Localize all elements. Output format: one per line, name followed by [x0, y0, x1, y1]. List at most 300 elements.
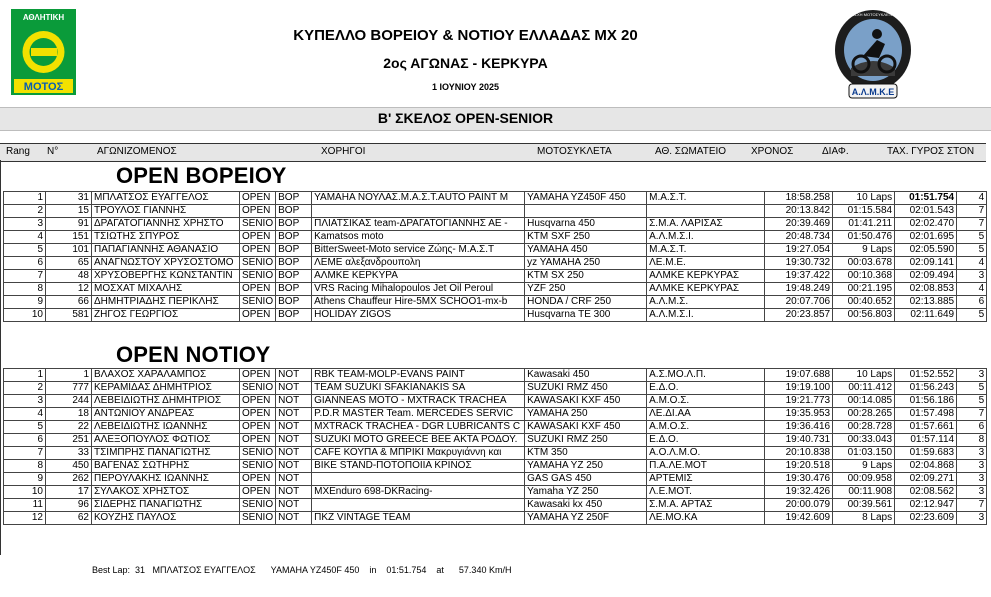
page-title: ΚΥΠΕΛΛΟ ΒΟΡΕΙΟΥ & ΝΟΤΙΟΥ ΕΛΛΑΔΑΣ MX 20	[293, 27, 638, 44]
table-row	[4, 408, 987, 421]
cell-time: 19:30.476	[765, 473, 833, 486]
col-rang: Rang	[6, 146, 30, 157]
cell-motorcycle: KAWASAKI KXF 450	[525, 421, 647, 434]
table-row	[4, 486, 987, 499]
cell-club: Α.Λ.Μ.Σ.	[647, 296, 765, 309]
cell-diff: 01:15.584	[833, 205, 895, 218]
cell-rank: 2	[4, 382, 46, 395]
cell-diff: 01:50.476	[833, 231, 895, 244]
cell-on-lap: 5	[957, 244, 987, 257]
best-lap-line: Best Lap: 31 ΜΠΛΑΤΣΟΣ ΕΥΑΓΓΕΛΟΣ YAMAHA YZ450F 450 in 01:51.754 at 57.340 Km/H	[92, 565, 512, 575]
cell-motorcycle: KTM SXF 250	[525, 231, 647, 244]
cell-fastest-lap: 01:56.186	[895, 395, 957, 408]
cell-sponsor: P.D.R MASTER Team. MERCEDES SERVIC	[312, 408, 525, 421]
cell-rank: 8	[4, 460, 46, 473]
col-fastest-lap: ΤΑΧ. ΓΥΡΟΣ	[887, 146, 945, 157]
col-sponsors: ΧΟΡΗΓΟΙ	[321, 146, 366, 157]
cell-rank: 5	[4, 244, 46, 257]
cell-number: 65	[46, 257, 92, 270]
cell-rider: ΛΕΒΕΙΔΙΩΤΗΣ ΙΩΑΝΝΗΣ	[92, 421, 240, 434]
cell-region: ΒΟΡ	[276, 257, 312, 270]
cell-time: 20:23.857	[765, 309, 833, 322]
cell-sponsor: ΑΛΜΚΕ ΚΕΡΚΥΡΑ	[312, 270, 525, 283]
cell-sponsor: CAFE ΚΟΥΠΑ & ΜΠΡΙΚΙ Μακρυγιάννη και	[312, 447, 525, 460]
cell-class: SENIO	[240, 499, 276, 512]
cell-region: ΝΟΤ	[276, 473, 312, 486]
cell-region: ΒΟΡ	[276, 270, 312, 283]
cell-class: OPEN	[240, 244, 276, 257]
table-row	[4, 460, 987, 473]
cell-time: 19:40.731	[765, 434, 833, 447]
cell-rider: ΑΛΕΞΟΠΟΥΛΟΣ ΦΩΤΙΟΣ	[92, 434, 240, 447]
cell-region: ΝΟΤ	[276, 499, 312, 512]
cell-sponsor: YAMAHA ΝΟΥΛΑΣ.Μ.Α.Σ.Τ.AUTO PAINT M	[312, 192, 525, 205]
cell-on-lap: 3	[957, 447, 987, 460]
cell-club: Α.Μ.Ο.Σ.	[647, 395, 765, 408]
cell-rider: ΣΥΛΑΚΟΣ ΧΡΗΣΤΟΣ	[92, 486, 240, 499]
cell-motorcycle: Husqvarna 450	[525, 218, 647, 231]
cell-motorcycle: KTM SX 250	[525, 270, 647, 283]
cell-rider: ΔΡΑΓΑΤΟΓΙΑΝΝΗΣ ΧΡΗΣΤΟ	[92, 218, 240, 231]
table-row	[4, 218, 987, 231]
results-table-north	[3, 191, 987, 322]
cell-region: ΒΟΡ	[276, 244, 312, 257]
cell-club: Α.Λ.Μ.Σ.Ι.	[647, 231, 765, 244]
col-club: ΑΘ. ΣΩΜΑΤΕΙΟ	[655, 146, 727, 157]
cell-on-lap: 3	[957, 473, 987, 486]
col-time: ΧΡΟΝΟΣ	[751, 146, 794, 157]
cell-region: ΒΟΡ	[276, 296, 312, 309]
cell-diff: 00:11.908	[833, 486, 895, 499]
cell-club: Α.Σ.ΜΟ.Λ.Π.	[647, 369, 765, 382]
cell-rider: ΑΝΑΓΝΩΣΤΟΥ ΧΡΥΣΟΣΤΟΜΟ	[92, 257, 240, 270]
cell-number: 62	[46, 512, 92, 525]
cell-rider: ΒΑΓΕΝΑΣ ΣΩΤΗΡΗΣ	[92, 460, 240, 473]
cell-time: 19:35.953	[765, 408, 833, 421]
table-row	[4, 192, 987, 205]
cell-rank: 3	[4, 395, 46, 408]
cell-time: 19:42.609	[765, 512, 833, 525]
cell-time: 20:10.838	[765, 447, 833, 460]
cell-club: ΛΕ.ΔΙ.ΑΑ	[647, 408, 765, 421]
cell-rider: ΠΕΡΟΥΛΑΚΗΣ ΙΩΑΝΝΗΣ	[92, 473, 240, 486]
table-row	[4, 369, 987, 382]
cell-club: Ε.Δ.Ο.	[647, 382, 765, 395]
cell-number: 1	[46, 369, 92, 382]
cell-fastest-lap: 01:52.552	[895, 369, 957, 382]
cell-diff: 00:21.195	[833, 283, 895, 296]
cell-fastest-lap: 02:11.649	[895, 309, 957, 322]
cell-time: 19:07.688	[765, 369, 833, 382]
cell-rider: ΚΕΡΑΜΙΔΑΣ ΔΗΜΗΤΡΙΟΣ	[92, 382, 240, 395]
cell-fastest-lap: 01:57.498	[895, 408, 957, 421]
cell-sponsor: ΠΚΖ VINTAGE TEAM	[312, 512, 525, 525]
cell-diff: 00:09.958	[833, 473, 895, 486]
cell-club: Ε.Δ.Ο.	[647, 434, 765, 447]
cell-on-lap: 3	[957, 460, 987, 473]
cell-diff: 9 Laps	[833, 460, 895, 473]
cell-rank: 6	[4, 434, 46, 447]
cell-on-lap: 5	[957, 309, 987, 322]
cell-sponsor	[312, 473, 525, 486]
cell-motorcycle	[525, 205, 647, 218]
cell-club	[647, 205, 765, 218]
cell-rider: ΜΠΛΑΤΣΟΣ ΕΥΑΓΓΕΛΟΣ	[92, 192, 240, 205]
cell-region: ΒΟΡ	[276, 218, 312, 231]
cell-sponsor: BIKE STAND-ΠΟΤΟΠΟΙΙΑ ΚΡΙΝΟΣ	[312, 460, 525, 473]
cell-rider: ΒΛΑΧΟΣ ΧΑΡΑΛΑΜΠΟΣ	[92, 369, 240, 382]
cell-fastest-lap: 02:01.543	[895, 205, 957, 218]
cell-motorcycle: HONDA / CRF 250	[525, 296, 647, 309]
table-row	[4, 205, 987, 218]
cell-time: 20:48.734	[765, 231, 833, 244]
cell-class: OPEN	[240, 309, 276, 322]
cell-motorcycle: KTM 350	[525, 447, 647, 460]
cell-on-lap: 4	[957, 192, 987, 205]
cell-diff: 00:14.085	[833, 395, 895, 408]
cell-club: ΑΡΤΕΜΙΣ	[647, 473, 765, 486]
cell-diff: 00:39.561	[833, 499, 895, 512]
group-title-north: OPEN ΒΟΡΕΙΟΥ	[116, 163, 287, 188]
cell-motorcycle: GAS GAS 450	[525, 473, 647, 486]
cell-fastest-lap: 02:02.470	[895, 218, 957, 231]
cell-class: SENIO	[240, 257, 276, 270]
cell-fastest-lap: 01:57.114	[895, 434, 957, 447]
cell-motorcycle: SUZUKI RMZ 450	[525, 382, 647, 395]
cell-sponsor: GIANNEAS MOTO - MXTRACK TRACHEA	[312, 395, 525, 408]
cell-diff: 00:11.412	[833, 382, 895, 395]
cell-class: OPEN	[240, 395, 276, 408]
table-header	[0, 143, 986, 162]
cell-region: ΒΟΡ	[276, 283, 312, 296]
cell-on-lap: 6	[957, 421, 987, 434]
cell-diff: 00:03.678	[833, 257, 895, 270]
cell-number: 48	[46, 270, 92, 283]
table-row	[4, 395, 987, 408]
cell-diff: 00:28.265	[833, 408, 895, 421]
cell-time: 20:07.706	[765, 296, 833, 309]
cell-motorcycle: YAMAHA 250	[525, 408, 647, 421]
cell-motorcycle: SUZUKI RMZ 250	[525, 434, 647, 447]
cell-on-lap: 3	[957, 486, 987, 499]
cell-on-lap: 5	[957, 395, 987, 408]
table-row	[4, 283, 987, 296]
cell-number: 244	[46, 395, 92, 408]
cell-region: ΝΟΤ	[276, 434, 312, 447]
cell-motorcycle: Yamaha YZ 250	[525, 486, 647, 499]
cell-sponsor: ΠΛΙΑΤΣΙΚΑΣ team-ΔΡΑΓΑΤΟΓΙΑΝΝΗΣ ΑΕ -	[312, 218, 525, 231]
cell-class: OPEN	[240, 421, 276, 434]
cell-time: 18:58.258	[765, 192, 833, 205]
cell-on-lap: 3	[957, 369, 987, 382]
cell-sponsor: TEAM SUZUKI SFAKIANAKIS SA	[312, 382, 525, 395]
cell-on-lap: 3	[957, 270, 987, 283]
logo-club-text: Α.Λ.Μ.Κ.Ε	[851, 87, 895, 97]
cell-on-lap: 4	[957, 257, 987, 270]
col-diff: ΔΙΑΦ.	[822, 146, 849, 157]
cell-fastest-lap: 02:09.141	[895, 257, 957, 270]
cell-rank: 2	[4, 205, 46, 218]
cell-time: 20:13.842	[765, 205, 833, 218]
cell-rider: ΤΡΟΥΛΟΣ ΓΙΑΝΝΗΣ	[92, 205, 240, 218]
cell-region: ΒΟΡ	[276, 231, 312, 244]
cell-rider: ΠΑΠΑΓΙΑΝΝΗΣ ΑΘΑΝΑΣΙΟ	[92, 244, 240, 257]
cell-time: 19:21.773	[765, 395, 833, 408]
cell-motorcycle: yz YAMAHA 250	[525, 257, 647, 270]
cell-club: Α.Λ.Μ.Σ.Ι.	[647, 309, 765, 322]
cell-club: Π.Α.ΛΕ.ΜΟΤ	[647, 460, 765, 473]
cell-club: ΑΛΜΚΕ ΚΕΡΚΥΡΑΣ	[647, 283, 765, 296]
col-on-lap: ΣΤΟΝ	[947, 146, 975, 157]
cell-diff: 10 Laps	[833, 192, 895, 205]
cell-motorcycle: Husqvarna TE 300	[525, 309, 647, 322]
cell-sponsor: SUZUKI MOTO GREECE BEE AKTA ΡΟΔΟΥ.	[312, 434, 525, 447]
cell-motorcycle: YAMAHA 450	[525, 244, 647, 257]
table-row	[4, 231, 987, 244]
cell-on-lap: 7	[957, 205, 987, 218]
cell-on-lap: 7	[957, 499, 987, 512]
cell-diff: 00:28.728	[833, 421, 895, 434]
table-row	[4, 257, 987, 270]
page-subtitle: 2ος ΑΓΩΝΑΣ - ΚΕΡΚΥΡΑ	[383, 55, 548, 71]
cell-rider: ΚΟΥΖΗΣ ΠΑΥΛΟΣ	[92, 512, 240, 525]
cell-rank: 10	[4, 309, 46, 322]
cell-number: 777	[46, 382, 92, 395]
cell-class: SENIO	[240, 447, 276, 460]
table-row	[4, 473, 987, 486]
cell-time: 19:19.100	[765, 382, 833, 395]
col-rider: ΑΓΩΝΙΖΟΜΕΝΟΣ	[97, 146, 177, 157]
cell-rider: ΣΙΔΕΡΗΣ ΠΑΝΑΓΙΩΤΗΣ	[92, 499, 240, 512]
cell-rider: ΜΟΣΧΑΤ ΜΙΧΑΛΗΣ	[92, 283, 240, 296]
cell-sponsor: BitterSweet-Moto service Ζώης- Μ.Α.Σ.Τ	[312, 244, 525, 257]
cell-time: 19:48.249	[765, 283, 833, 296]
cell-motorcycle: YZF 250	[525, 283, 647, 296]
cell-diff: 00:10.368	[833, 270, 895, 283]
cell-fastest-lap: 02:23.609	[895, 512, 957, 525]
cell-rider: ΖΗΓΟΣ ΓΕΩΡΓΙΟΣ	[92, 309, 240, 322]
group-title-south: OPEN ΝΟΤΙΟΥ	[116, 342, 271, 367]
cell-on-lap: 8	[957, 434, 987, 447]
logo-top-text: ΑΘΛΗΤΙΚΗ	[22, 13, 65, 22]
cell-on-lap: 5	[957, 382, 987, 395]
table-row	[4, 421, 987, 434]
cell-region: ΝΟΤ	[276, 460, 312, 473]
cell-region: ΝΟΤ	[276, 369, 312, 382]
cell-fastest-lap: 02:08.853	[895, 283, 957, 296]
cell-class: OPEN	[240, 231, 276, 244]
cell-diff: 01:41.211	[833, 218, 895, 231]
cell-club: ΛΕ.Μ.Ε.	[647, 257, 765, 270]
cell-diff: 8 Laps	[833, 512, 895, 525]
cell-rank: 9	[4, 296, 46, 309]
cell-class: OPEN	[240, 205, 276, 218]
cell-class: OPEN	[240, 473, 276, 486]
cell-rank: 9	[4, 473, 46, 486]
cell-fastest-lap: 02:09.494	[895, 270, 957, 283]
cell-number: 151	[46, 231, 92, 244]
cell-rank: 1	[4, 192, 46, 205]
cell-region: ΒΟΡ	[276, 309, 312, 322]
table-row	[4, 382, 987, 395]
cell-class: OPEN	[240, 369, 276, 382]
cell-time: 19:27.054	[765, 244, 833, 257]
cell-club: Σ.Μ.Α. ΑΡΤΑΣ	[647, 499, 765, 512]
cell-time: 19:32.426	[765, 486, 833, 499]
cell-class: OPEN	[240, 486, 276, 499]
cell-number: 262	[46, 473, 92, 486]
race-date: 1 ΙΟΥΝΙΟΥ 2025	[431, 82, 500, 92]
cell-rank: 7	[4, 270, 46, 283]
cell-time: 19:36.416	[765, 421, 833, 434]
cell-motorcycle: Kawasaki kx 450	[525, 499, 647, 512]
col-number: N°	[47, 146, 59, 157]
cell-on-lap: 6	[957, 296, 987, 309]
table-row	[4, 296, 987, 309]
table-row	[4, 270, 987, 283]
cell-rank: 11	[4, 499, 46, 512]
cell-rank: 3	[4, 218, 46, 231]
cell-sponsor: VRS Racing Mihalopoulos Jet Oil Peroul	[312, 283, 525, 296]
cell-class: SENIO	[240, 512, 276, 525]
table-row	[4, 244, 987, 257]
table-row	[4, 499, 987, 512]
cell-motorcycle: YAMAHA YZ 250	[525, 460, 647, 473]
cell-number: 101	[46, 244, 92, 257]
results-table-south	[3, 368, 987, 525]
table-row	[4, 512, 987, 525]
cell-number: 31	[46, 192, 92, 205]
cell-rank: 10	[4, 486, 46, 499]
cell-class: OPEN	[240, 192, 276, 205]
cell-number: 18	[46, 408, 92, 421]
cell-number: 22	[46, 421, 92, 434]
cell-fastest-lap: 02:09.271	[895, 473, 957, 486]
cell-rider: ΑΝΤΩΝΙΟΥ ΑΝΔΡΕΑΣ	[92, 408, 240, 421]
cell-number: 12	[46, 283, 92, 296]
cell-fastest-lap: 01:51.754	[895, 192, 957, 205]
cell-fastest-lap: 02:04.868	[895, 460, 957, 473]
cell-number: 17	[46, 486, 92, 499]
cell-rank: 4	[4, 408, 46, 421]
cell-number: 33	[46, 447, 92, 460]
cell-time: 19:37.422	[765, 270, 833, 283]
cell-region: ΝΟΤ	[276, 486, 312, 499]
cell-number: 66	[46, 296, 92, 309]
cell-diff: 9 Laps	[833, 244, 895, 257]
cell-rank: 6	[4, 257, 46, 270]
cell-club: Α.Μ.Ο.Σ.	[647, 421, 765, 434]
cell-rider: ΤΣΙΜΠΡΗΣ ΠΑΝΑΓΙΩΤΗΣ	[92, 447, 240, 460]
cell-fastest-lap: 01:59.683	[895, 447, 957, 460]
cell-time: 19:30.732	[765, 257, 833, 270]
cell-club: Μ.Α.Σ.Τ.	[647, 192, 765, 205]
cell-diff: 01:03.150	[833, 447, 895, 460]
cell-rank: 1	[4, 369, 46, 382]
left-rule	[0, 160, 1, 555]
cell-rank: 5	[4, 421, 46, 434]
table-row	[4, 309, 987, 322]
cell-number: 581	[46, 309, 92, 322]
table-row	[4, 434, 987, 447]
cell-number: 15	[46, 205, 92, 218]
cell-rank: 7	[4, 447, 46, 460]
cell-class: SENIO	[240, 270, 276, 283]
cell-fastest-lap: 02:12.947	[895, 499, 957, 512]
cell-fastest-lap: 01:56.243	[895, 382, 957, 395]
cell-rank: 8	[4, 283, 46, 296]
leg-title: Β' ΣΚΕΛΟΣ OPEN-SENIOR	[377, 110, 554, 126]
cell-rider: ΛΕΒΕΙΔΙΩΤΗΣ ΔΗΜΗΤΡΙΟΣ	[92, 395, 240, 408]
cell-sponsor: Kamatsos moto	[312, 231, 525, 244]
cell-time: 20:39.469	[765, 218, 833, 231]
cell-fastest-lap: 01:57.661	[895, 421, 957, 434]
cell-on-lap: 7	[957, 218, 987, 231]
cell-time: 19:20.518	[765, 460, 833, 473]
cell-region: ΝΟΤ	[276, 408, 312, 421]
cell-number: 91	[46, 218, 92, 231]
cell-sponsor	[312, 205, 525, 218]
cell-fastest-lap: 02:01.695	[895, 231, 957, 244]
cell-region: ΝΟΤ	[276, 512, 312, 525]
cell-region: ΝΟΤ	[276, 421, 312, 434]
cell-diff: 00:40.652	[833, 296, 895, 309]
cell-class: SENIO	[240, 382, 276, 395]
cell-club: ΑΛΜΚΕ ΚΕΡΚΥΡΑΣ	[647, 270, 765, 283]
cell-region: ΒΟΡ	[276, 192, 312, 205]
cell-motorcycle: YAMAHA YZ 250F	[525, 512, 647, 525]
cell-region: ΝΟΤ	[276, 395, 312, 408]
cell-number: 251	[46, 434, 92, 447]
cell-motorcycle: YAMAHA YZ450F 450	[525, 192, 647, 205]
cell-sponsor: MXTRACK TRACHEA - DGR LUBRICANTS C	[312, 421, 525, 434]
cell-class: OPEN	[240, 408, 276, 421]
cell-club: Μ.Α.Σ.Τ.	[647, 244, 765, 257]
cell-number: 96	[46, 499, 92, 512]
logo-bottom-text: ΜΟΤΟΣ	[23, 81, 64, 93]
logo-ring-text: ΑΘΛΗΤΙΚΗ ΛΕΣΧΗ ΜΟΤΟΣΥΚΛΕΤΑΣ ΚΕΡΚΥΡΑΣ	[828, 12, 918, 17]
cell-rider: ΧΡΥΣΟΒΕΡΓΗΣ ΚΩΝΣΤΑΝΤΙΝ	[92, 270, 240, 283]
cell-sponsor: MXEnduro 698-DKRacing-	[312, 486, 525, 499]
cell-diff: 00:33.043	[833, 434, 895, 447]
col-motorcycle: ΜΟΤΟΣΥΚΛΕΤΑ	[537, 146, 612, 157]
cell-class: SENIO	[240, 460, 276, 473]
cell-number: 450	[46, 460, 92, 473]
cell-club: Λ.Ε.ΜΟΤ.	[647, 486, 765, 499]
cell-class: OPEN	[240, 434, 276, 447]
cell-diff: 00:56.803	[833, 309, 895, 322]
cell-time: 20:00.079	[765, 499, 833, 512]
cell-on-lap: 7	[957, 408, 987, 421]
cell-class: SENIO	[240, 296, 276, 309]
cell-sponsor	[312, 499, 525, 512]
table-row	[4, 447, 987, 460]
cell-fastest-lap: 02:13.885	[895, 296, 957, 309]
cell-rider: ΤΣΙΩΤΗΣ ΣΠΥΡΟΣ	[92, 231, 240, 244]
cell-on-lap: 4	[957, 283, 987, 296]
cell-region: ΒΟΡ	[276, 205, 312, 218]
cell-sponsor: ΛΕΜΕ αλεξανδρουπολη	[312, 257, 525, 270]
cell-sponsor: HOLIDAY ZIGOS	[312, 309, 525, 322]
cell-club: Σ.Μ.Α. ΛΑΡΙΣΑΣ	[647, 218, 765, 231]
cell-fastest-lap: 02:05.590	[895, 244, 957, 257]
cell-region: ΝΟΤ	[276, 447, 312, 460]
cell-rider: ΔΗΜΗΤΡΙΑΔΗΣ ΠΕΡΙΚΛΗΣ	[92, 296, 240, 309]
cell-sponsor: RBK TEAM-MOLP-EVANS PAINT	[312, 369, 525, 382]
cell-region: ΝΟΤ	[276, 382, 312, 395]
cell-class: SENIO	[240, 218, 276, 231]
cell-motorcycle: KAWASAKI KXF 450	[525, 395, 647, 408]
